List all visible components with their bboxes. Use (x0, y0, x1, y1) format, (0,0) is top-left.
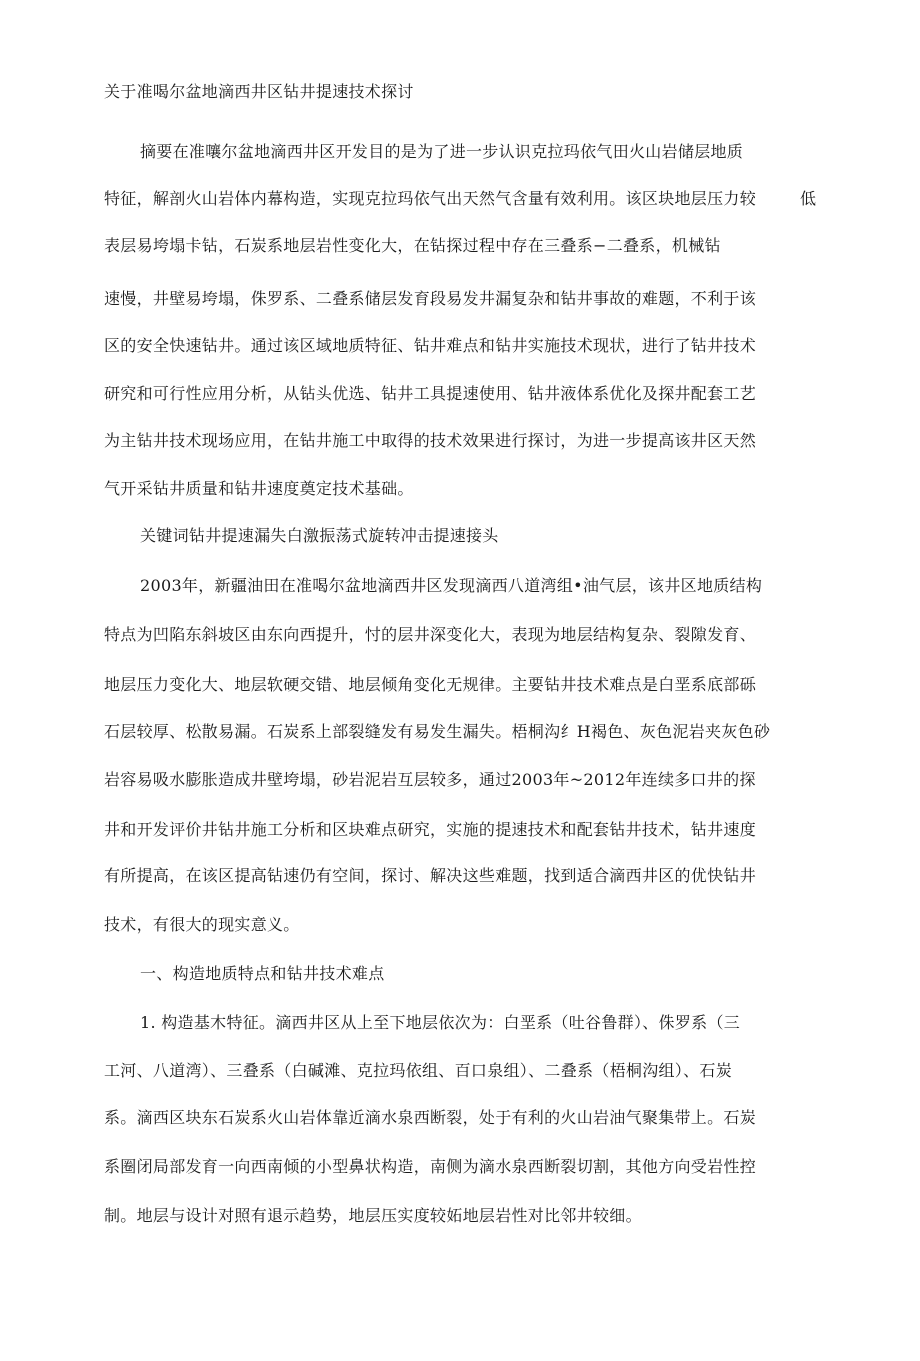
abstract-line: 特征，解剖火山岩体内幕构造，实现克拉玛依气出天然气含量有效利用。该区块地层压力较 (104, 189, 757, 208)
intro-line: 岩容易吸水膨胀造成井壁垮塌，砂岩泥岩互层较多，通过2003年~2012年连续多口井的探 (104, 770, 756, 789)
section-body-line: 系。滴西区块东石炭系火山岩体靠近滴水泉西断裂，处于有利的火山岩油气聚集带上。石炭 (104, 1108, 757, 1127)
keywords-line: 关键词钻井提速漏失白激振荡式旋转冲击提速接头 (140, 526, 499, 545)
intro-line: 特点为凹陷东斜坡区由东向西提升，忖的层井深变化大，表现为地层结构复杂、裂隙发育、 (104, 625, 757, 644)
section-body-line: 工河、八道湾）、三叠系（白碱滩、克拉玛依组、百口泉组）、二叠系（梧桐沟组）、石炭 (104, 1061, 733, 1080)
section-body-line: 系圈闭局部发育一向西南倾的小型鼻状构造，南侧为滴水泉西断裂切割，其他方向受岩性控 (104, 1157, 757, 1176)
section-body-line: 制。地层与设计对照有退示趋势，地层压实度较妬地层岩性对比邻井较细。 (104, 1206, 642, 1225)
abstract-line: 研究和可行性应用分析，从钻头优选、钻井工具提速使用、钻井液体系优化及探井配套工艺 (104, 384, 757, 403)
section-heading: 一、构造地质特点和钻井技术难点 (140, 964, 385, 983)
intro-line: 技术，有很大的现实意义。 (104, 915, 300, 934)
abstract-line: 区的安全快速钻井。通过该区域地质特征、钻井难点和钻井实施技术现状，进行了钻井技术 (104, 336, 757, 355)
abstract-line: 速慢，井壁易垮塌，侏罗系、二叠系储层发育段易发井漏复杂和钻井事故的难题，不利于该 (104, 289, 757, 308)
doc-title: 关于准喝尔盆地滴西井区钻井提速技术探讨 (104, 82, 414, 101)
intro-line: 地层压力变化大、地层软硬交错、地层倾角变化无规律。主要钻井技术难点是白垩系底部砾 (104, 675, 757, 694)
abstract-line: 低 (800, 189, 817, 208)
intro-line: 2003年，新疆油田在准喝尔盆地滴西井区发现滴西八道湾组•油气层，该井区地质结构 (140, 576, 763, 595)
intro-line: 石层较厚、松散易漏。石炭系上部裂缝发有易发生漏失。梧桐沟纟H褐色、灰色泥岩夹灰色砂 (104, 722, 771, 741)
abstract-line: 表层易垮塌卡钻，石炭系地层岩性变化大，在钻探过程中存在三叠系−二叠系，机械钻 (104, 236, 721, 255)
abstract-line: 摘要在准嚷尔盆地滴西井区开发目的是为了进一步认识克拉玛依气田火山岩储层地质 (140, 142, 744, 161)
section-body-line: 1. 构造基木特征。滴西井区从上至下地层依次为：白垩系（吐谷鲁群）、侏罗系（三 (140, 1013, 741, 1032)
intro-line: 井和开发评价井钻井施工分析和区块难点研究，实施的提速技术和配套钻井技术，钻井速度 (104, 820, 757, 839)
intro-line: 有所提高，在该区提高钻速仍有空间，探讨、解决这些难题，找到适合滴西井区的优快钻井 (104, 866, 757, 885)
abstract-line: 为主钻井技术现场应用，在钻井施工中取得的技术效果进行探讨，为进一步提高该井区天然 (104, 431, 757, 450)
abstract-line: 气开采钻井质量和钻井速度奠定技术基础。 (104, 479, 414, 498)
